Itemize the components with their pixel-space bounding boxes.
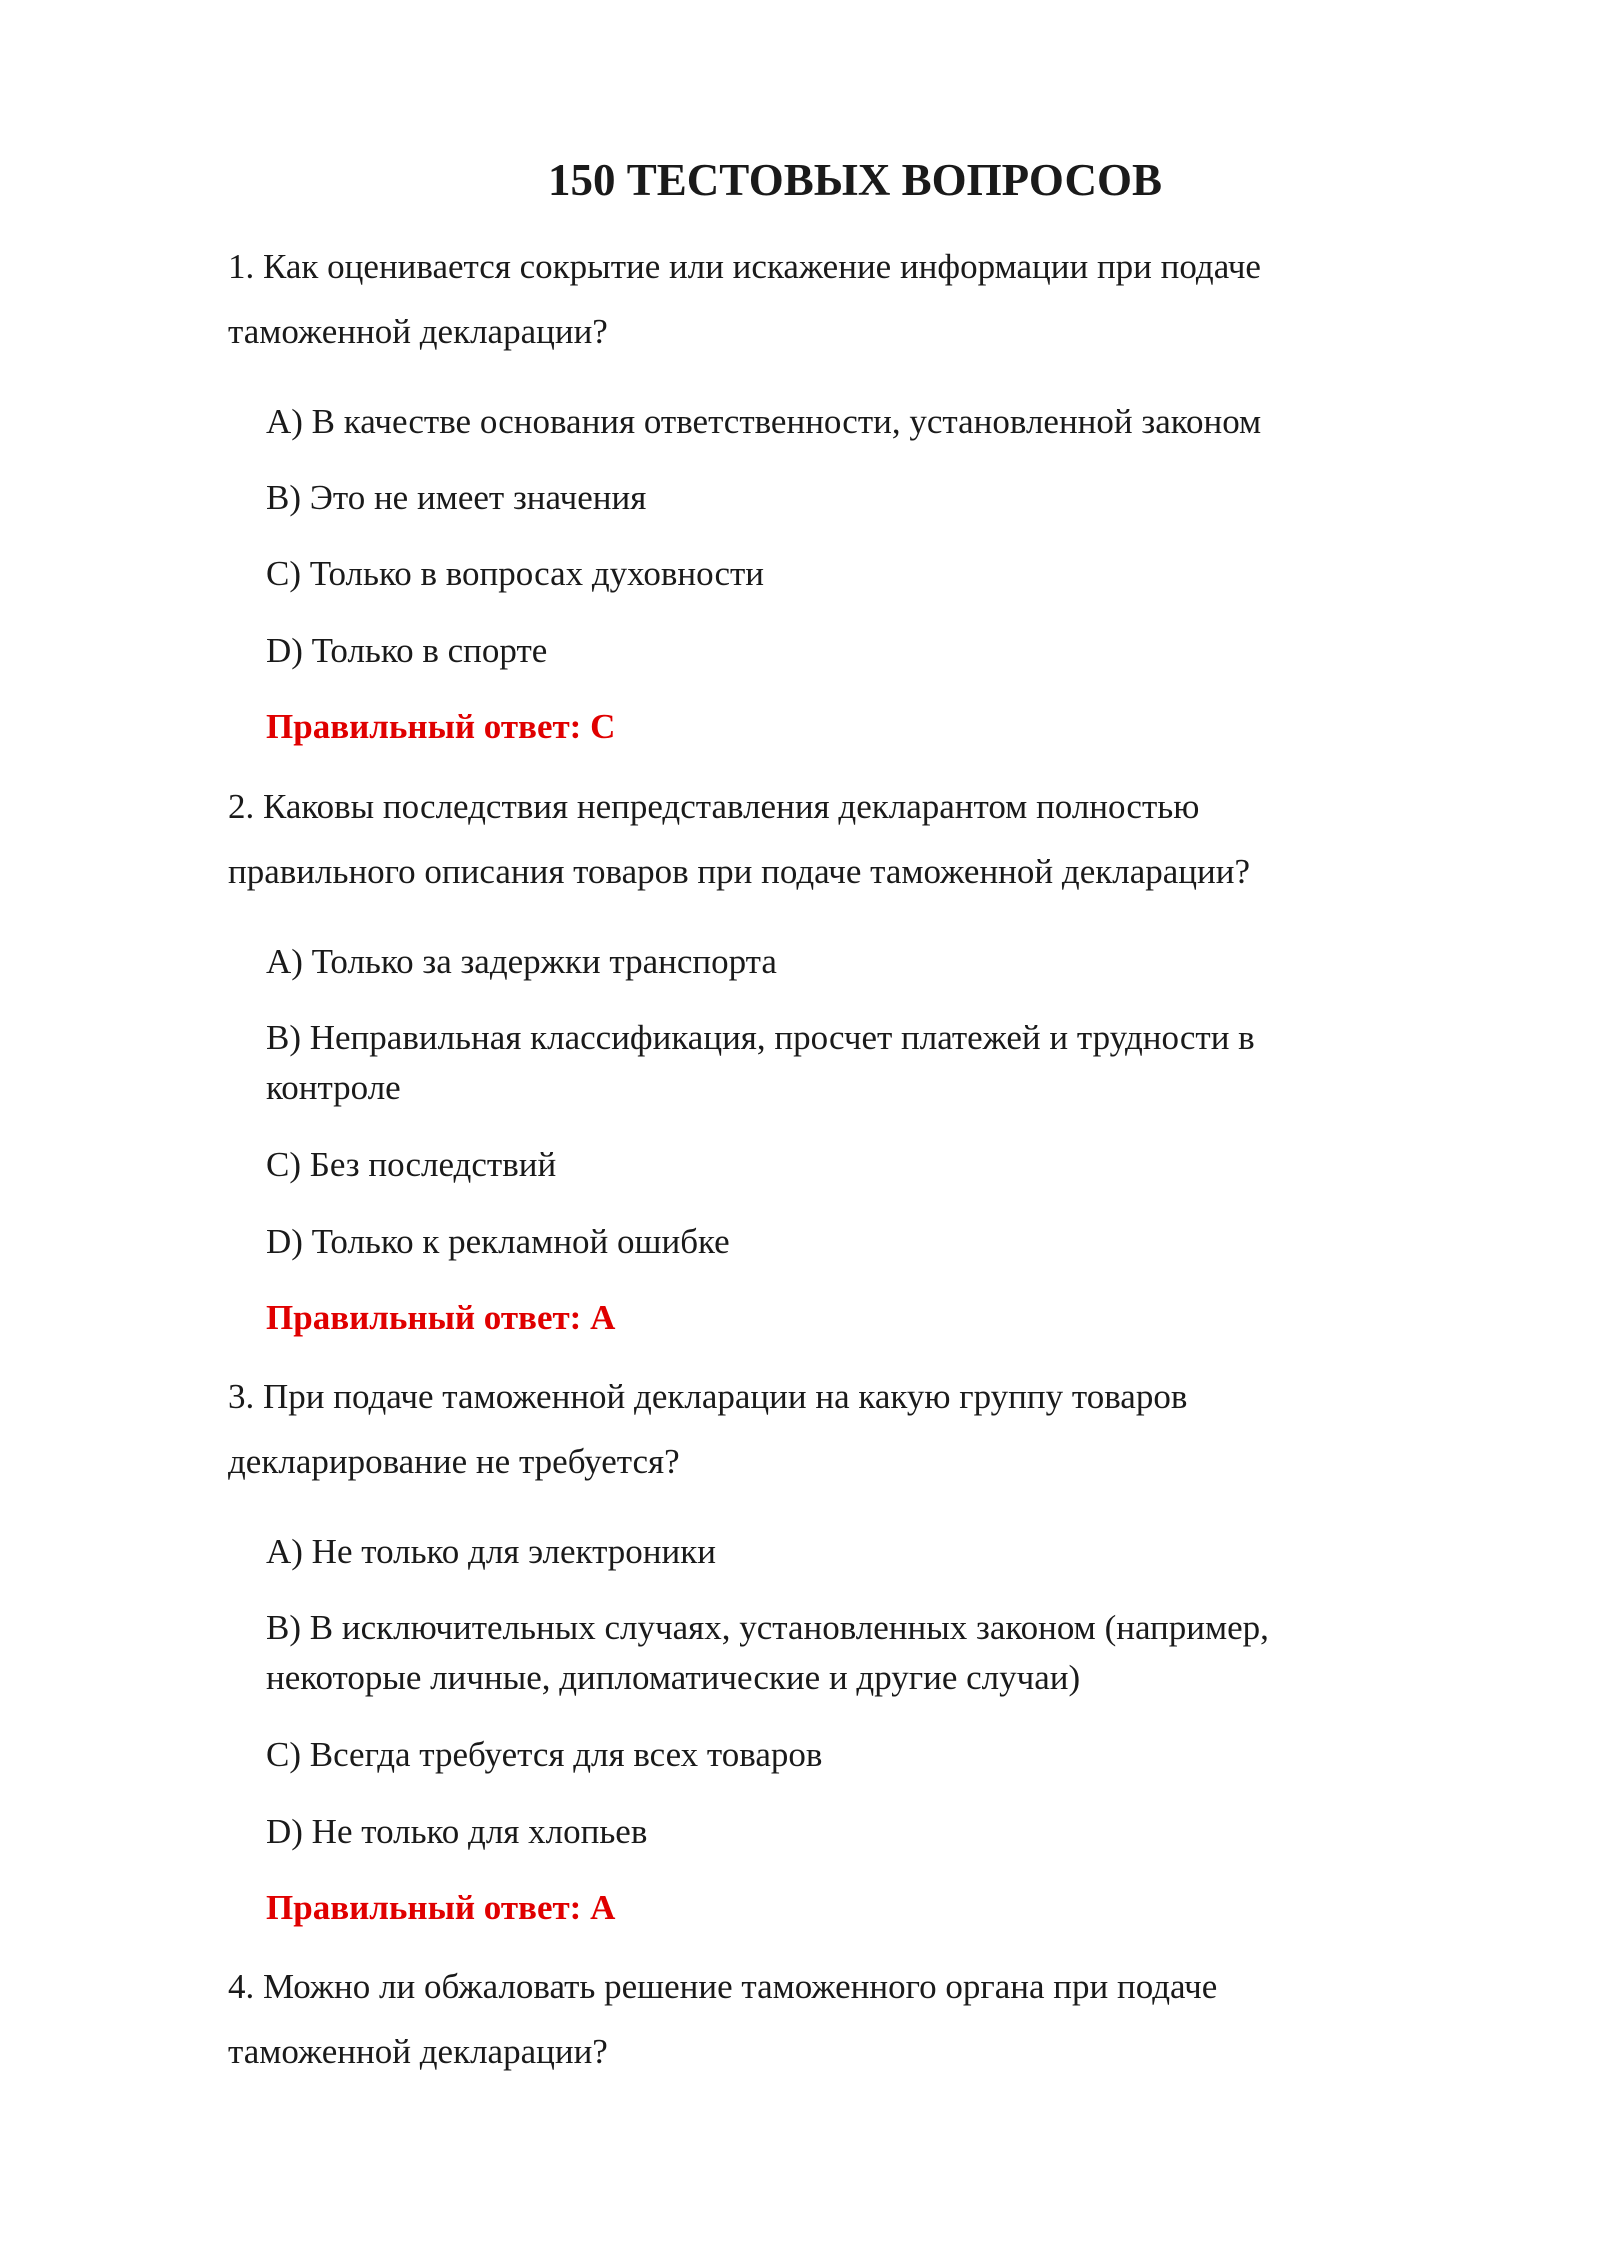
question-4-text: 4. Можно ли обжаловать решение таможенного органа при подаче таможенной декларации? <box>228 1967 1218 2071</box>
question-3-option-c: C) Всегда требуется для всех товаров <box>266 1735 823 1774</box>
question-1-option-b: B) Это не имеет значения <box>266 478 647 517</box>
question-1-option-c: C) Только в вопросах духовности <box>266 554 765 593</box>
question-1-answer: Правильный ответ: C <box>266 707 616 746</box>
question-1-option-d: D) Только в спорте <box>266 631 548 670</box>
question-3-answer: Правильный ответ: A <box>266 1888 616 1927</box>
question-3-option-b: B) В исключительных случаях, установленных законом (например, некоторые личные, дипломатические и другие случаи) <box>266 1608 1269 1697</box>
question-3-option-d: D) Не только для хлопьев <box>266 1812 648 1851</box>
question-2-option-b: B) Неправильная классификация, просчет платежей и трудности в контроле <box>266 1018 1255 1107</box>
question-1-text: 1. Как оценивается сокрытие или искажение информации при подаче таможенной декларации? <box>228 247 1261 351</box>
question-2-option-a: A) Только за задержки транспорта <box>266 942 777 981</box>
question-2-text: 2. Каковы последствия непредставления декларантом полностью правильного описания товаров при подаче таможенной декларации? <box>228 787 1250 891</box>
question-2-option-d: D) Только к рекламной ошибке <box>266 1222 730 1261</box>
question-3-text: 3. При подаче таможенной декларации на какую группу товаров декларирование не требуется? <box>228 1377 1188 1481</box>
question-1-option-a: A) В качестве основания ответственности, установленной законом <box>266 402 1262 441</box>
question-3-option-a: A) Не только для электроники <box>266 1532 716 1571</box>
question-2-option-c: C) Без последствий <box>266 1145 557 1184</box>
question-2-answer: Правильный ответ: A <box>266 1298 616 1337</box>
document-title: 150 ТЕСТОВЫХ ВОПРОСОВ <box>548 155 1162 205</box>
